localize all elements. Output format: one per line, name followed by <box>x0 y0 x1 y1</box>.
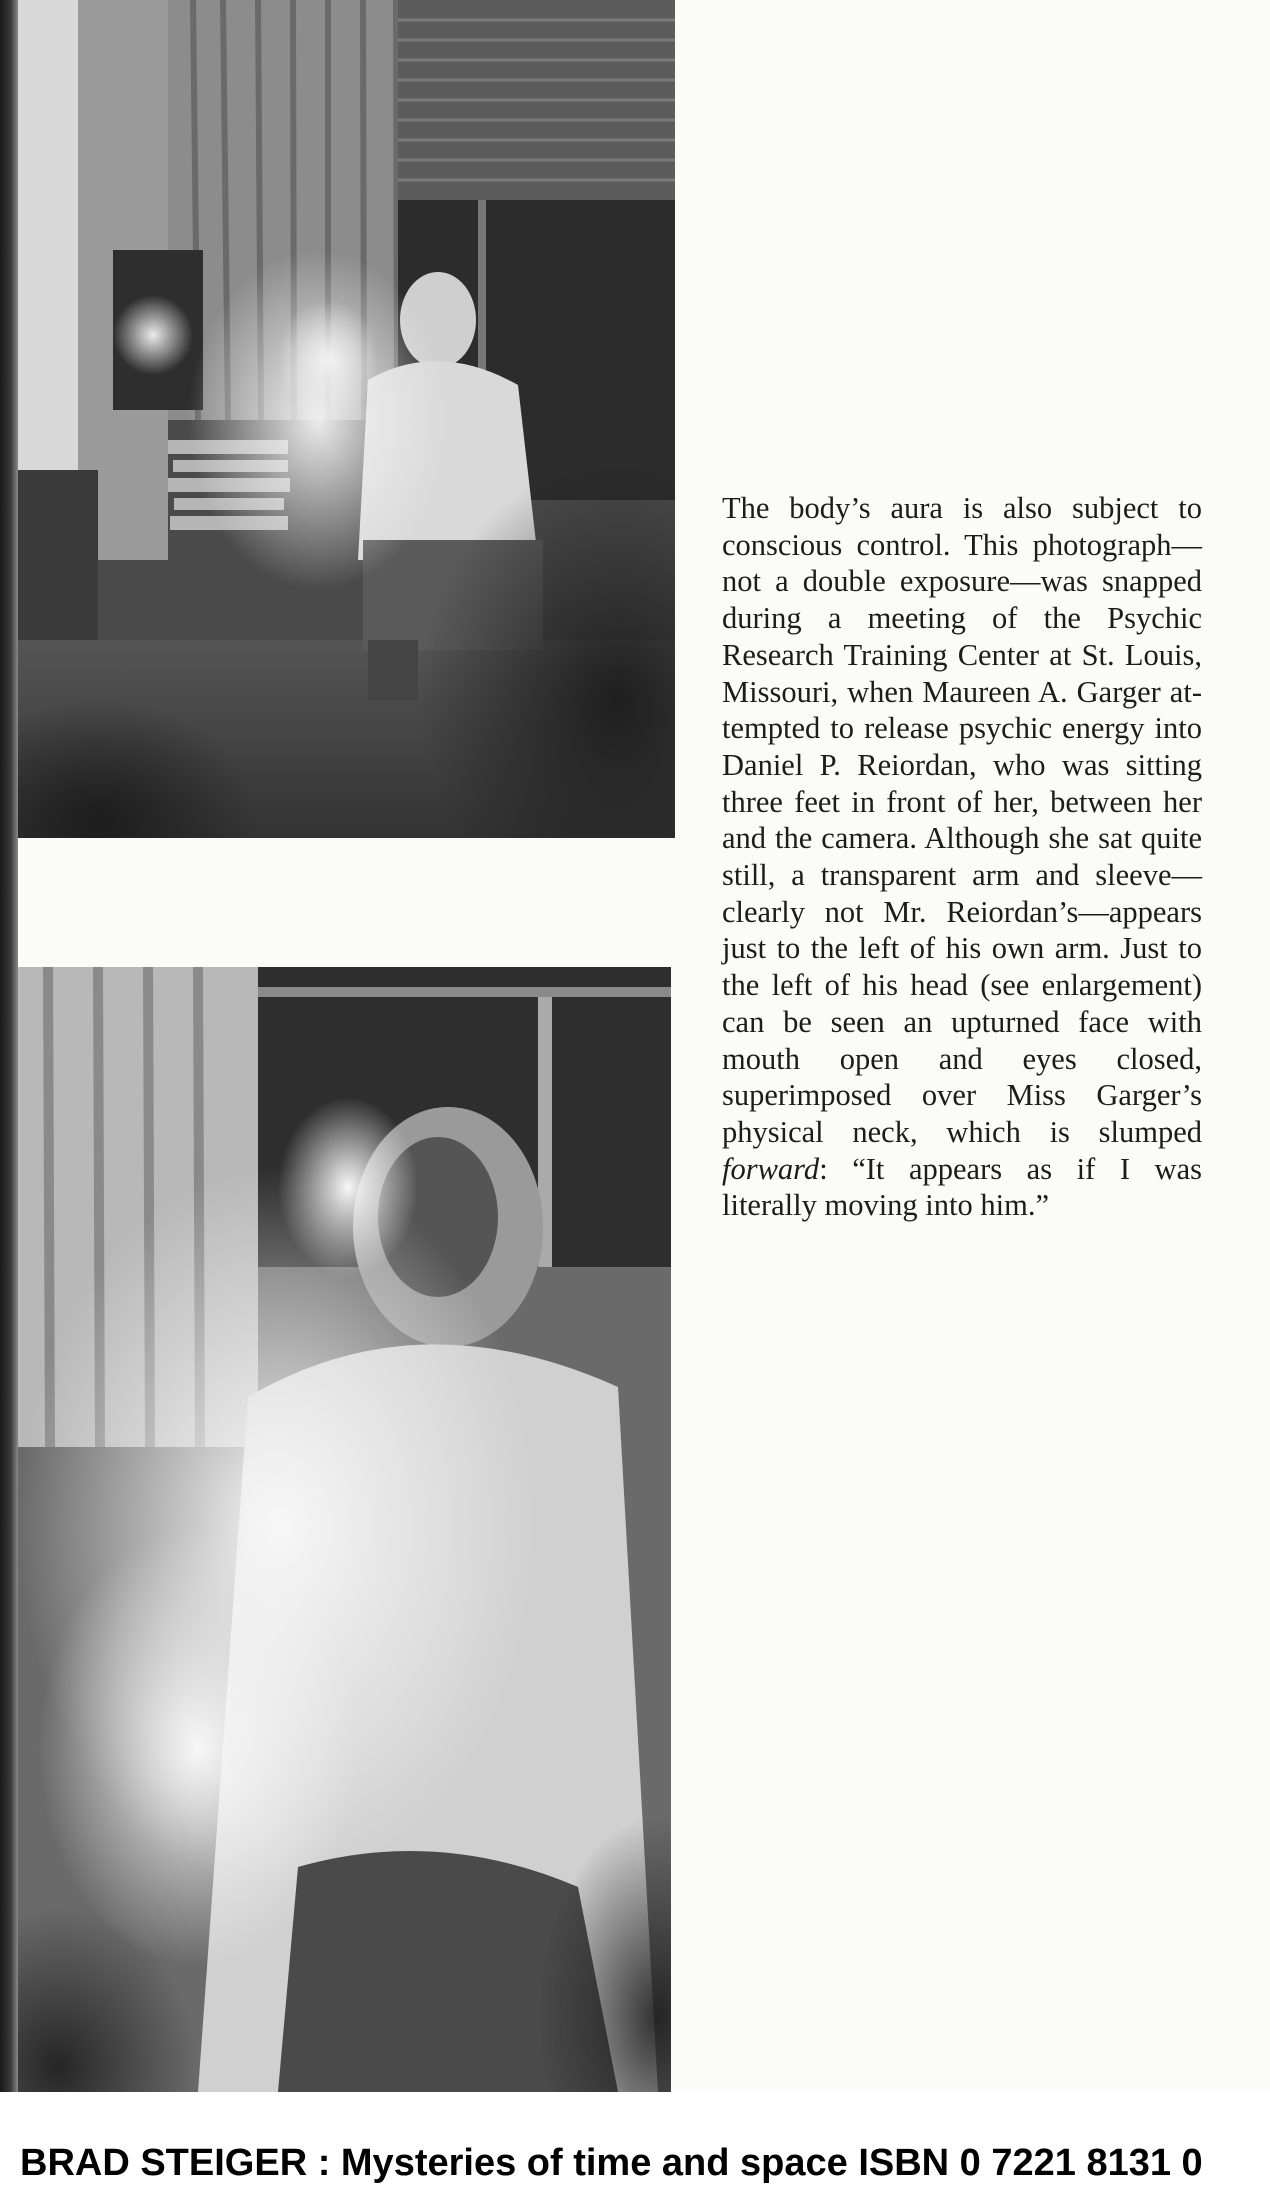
footer-banner <box>0 2092 1270 2200</box>
page-binding-edge <box>0 0 18 2092</box>
caption-text: The body’s aura is also subject to conscious control. This photograph—not a double exposure—was snapped during a meeting of the Psychic Research Training Center at St. Louis, Missouri, when Maureen A. Garger attempted to release psychic energy into Daniel P. Reiordan, who was sitting three feet in front of her, between her and the camera. Although she sat quite still, a transparent arm and sleeve—clearly not Mr. Reiordan’s—appears just to the left of his own arm. Just to the left of his head (see enlargement) can be seen an upturned face with mouth open and eyes closed, superimposed over Miss Garger’s physical neck, which is slumped <box>722 491 1202 1149</box>
photo-caption <box>722 490 1202 1224</box>
photo-bottom-enlargement <box>18 967 671 2092</box>
caption-text-end: : “It appears as if I was literally moving into him.” <box>722 1151 1202 1223</box>
caption-emphasis: forward <box>722 1151 820 1186</box>
book-citation: BRAD STEIGER : Mysteries of time and space ISBN 0 7221 8131 0 <box>20 2142 1203 2184</box>
photo-top-room-scene <box>18 0 675 838</box>
